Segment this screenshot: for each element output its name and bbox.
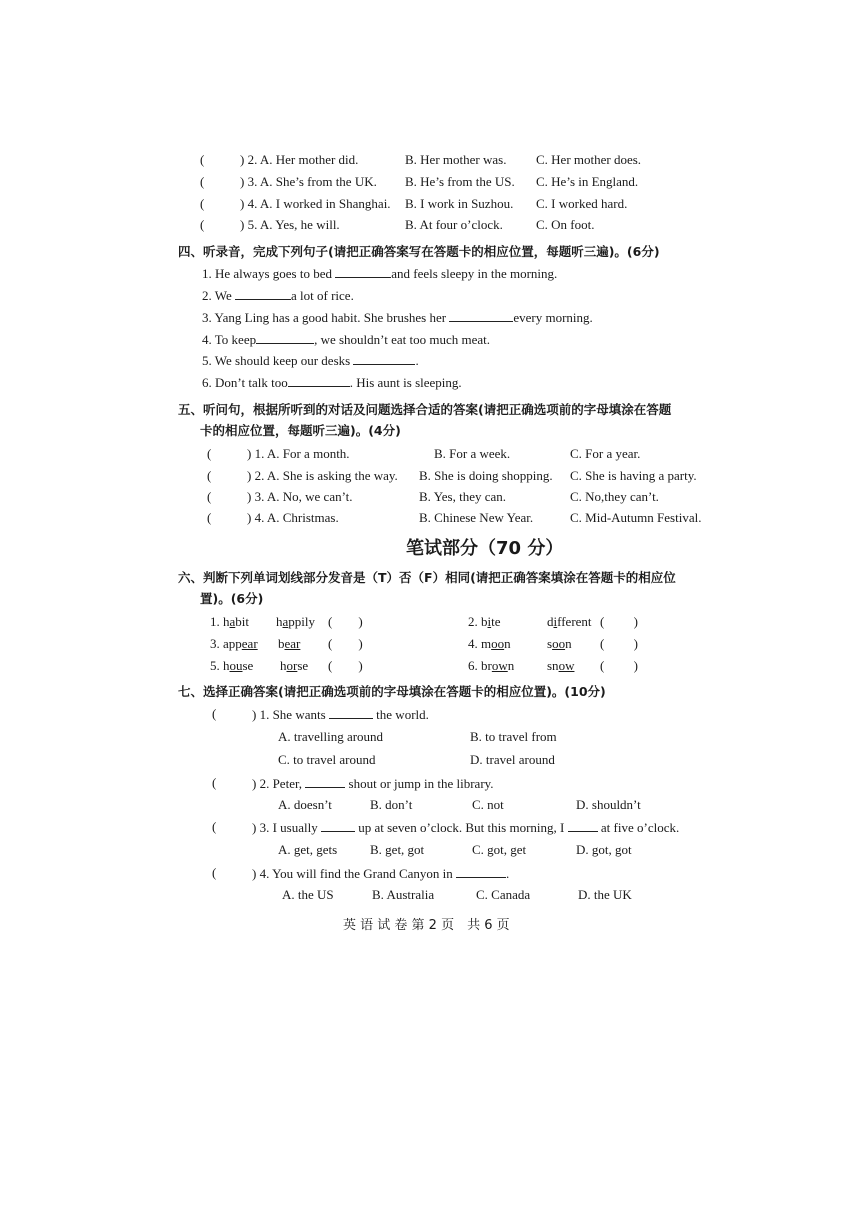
option-a: ) 1. A. For a month. xyxy=(247,446,350,461)
option-a: A. the US xyxy=(282,887,334,902)
option-c: C. For a year. xyxy=(570,446,641,461)
option-c: C. not xyxy=(472,797,504,812)
answer-paren: ( xyxy=(212,865,217,880)
option-c: C. to travel around xyxy=(278,752,376,767)
option-c: C. She is having a party. xyxy=(570,468,697,483)
answer-blank[interactable] xyxy=(449,309,513,322)
option-b: B. For a week. xyxy=(434,446,511,461)
option-d: D. shouldn’t xyxy=(576,797,641,812)
answer-blank[interactable] xyxy=(335,265,391,278)
option-b: B. Chinese New Year. xyxy=(419,510,534,525)
option-c: C. I worked hard. xyxy=(536,196,628,211)
option-c: C. Mid-Autumn Festival. xyxy=(570,510,702,525)
option-b: B. get, got xyxy=(370,842,425,857)
answer-paren: ( ) xyxy=(600,614,638,629)
word-pair-left: 5. house xyxy=(210,658,254,673)
option-a: ) 2. A. She is asking the way. xyxy=(247,468,398,483)
answer-paren: ( xyxy=(212,819,217,834)
option-b: B. to travel from xyxy=(470,729,557,744)
option-a: ) 4. A. I worked in Shanghai. xyxy=(240,196,391,211)
list-item: 6. Don’t talk too . His aunt is sleeping. xyxy=(202,375,462,390)
option-c: C. got, get xyxy=(472,842,527,857)
list-item: 3. Yang Ling has a good habit. She brushes her every morning. xyxy=(202,310,593,325)
answer-paren: ( ) xyxy=(328,658,363,673)
page-footer: 英 语 试 卷 第 2 页 共 6 页 xyxy=(343,918,510,933)
option-c: C. He’s in England. xyxy=(536,174,639,189)
option-a: ) 3. A. She’s from the UK. xyxy=(240,174,377,189)
exam-page: ( ) 2. A. Her mother did. B. Her mother was. C. Her mother does. ( ) 3. A. She’s from the UK. B. He’s from the US. C. He’s in England. ( ) 4. A. I worked in Shanghai. B. I work in Suzhou. C. I worked hard. ( ) 5. A. Yes, he will. B. At four o’clock. C. On foot. 四、听录音，完成下列句子(请把正确答案写在答题卡的相应位置，每题听三遍)。(6分) 1. He always goes to bed and feels sleepy in the morning. 2. We a lot of rice. 3. Yang Ling has a good habit. She brushes her every morning. 4. To keep , we shouldn’t eat too much meat. 5. We should keep our desks . 6. Don’t talk too . His aunt is sleeping. 五、听问句，根据所听到的对话及问题选择合适的答案(请把正确选项前的字母填涂在答题 卡的相应位置，每题听三遍)。(4分) ( ) 1. A. For a month. B. For a week. C. For a year. ( ) 2. A. She is asking the way. B. She is doing shopping. C. She is having a party. ( ) 3. A. No, we can’t. B. Yes, they can. C. No,they can’t. ( ) 4. A. Christmas. B. Chinese New Year. C. Mid-Autumn Festival. 笔试部分（70 分） 六、判断下列单词划线部分发音是（T）否（F）相同(请把正确答案填涂在答题卡的相应位 置)。(6分) 1. habit happily ( ) 2. bite different ( ) 3. appear bear ( ) 4. moon soon ( ) 5. house horse ( ) 6. brown snow ( ) 七、选择正确答案(请把正确选项前的字母填涂在答题卡的相应位置)。(10分) ( ) 1. She wants the world. A. travelling around B. to travel from C. to travel around D. travel around ( ) 2. Peter, shout or jump in the library. A. doesn’t B. don’t C. not D. shouldn’t ( ) 3. I usually up at seven o’clock. But this morning, I at five o’clock. A. get, gets B. get, got C. got, get D. got, got ( ) 4. You will find the Grand Canyon in . A. the US B. Australia C. Canada D. the UK 英 语 试 卷 第 2 页 共 6 页 xyxy=(178,152,702,933)
word-compare: bear xyxy=(278,636,301,651)
word-compare: snow xyxy=(547,658,575,673)
answer-paren: ( ) xyxy=(328,636,363,651)
answer-paren: ( ) xyxy=(600,658,638,673)
answer-blank[interactable] xyxy=(256,331,314,344)
written-part-title: 笔试部分（70 分） xyxy=(406,538,564,559)
answer-paren: ( xyxy=(200,196,205,211)
word-pair-left: 1. habit xyxy=(210,614,250,629)
answer-paren: ( xyxy=(207,489,212,504)
answer-paren: ( xyxy=(200,152,205,167)
section-4-heading: 四、听录音，完成下列句子(请把正确答案写在答题卡的相应位置，每题听三遍)。(6分) xyxy=(178,244,660,259)
option-d: D. got, got xyxy=(576,842,632,857)
answer-blank[interactable] xyxy=(321,819,355,832)
word-pair-right: 6. brown xyxy=(468,658,515,673)
answer-paren: ( xyxy=(207,468,212,483)
option-b: B. Her mother was. xyxy=(405,152,507,167)
word-pair-right: 2. bite xyxy=(468,614,501,629)
option-c: C. No,they can’t. xyxy=(570,489,659,504)
word-compare: happily xyxy=(276,614,316,629)
section-5-heading-line1: 五、听问句，根据所听到的对话及问题选择合适的答案(请把正确选项前的字母填涂在答题 xyxy=(178,402,672,417)
section-5-heading-line2: 卡的相应位置，每题听三遍)。(4分) xyxy=(200,423,401,438)
list-item: 1. He always goes to bed and feels sleepy in the morning. xyxy=(202,266,558,281)
option-b: B. Yes, they can. xyxy=(419,489,507,504)
option-a: ) 5. A. Yes, he will. xyxy=(240,217,340,232)
option-b: B. Australia xyxy=(372,887,435,902)
option-b: B. don’t xyxy=(370,797,413,812)
option-a: ) 4. A. Christmas. xyxy=(247,510,339,525)
answer-paren: ( xyxy=(200,217,205,232)
answer-paren: ( xyxy=(212,775,217,790)
answer-paren: ( xyxy=(207,446,212,461)
option-a: A. doesn’t xyxy=(278,797,332,812)
option-a: A. get, gets xyxy=(278,842,338,857)
answer-blank[interactable] xyxy=(568,819,598,832)
word-pair-left: 3. appear xyxy=(210,636,258,651)
option-a: ) 2. A. Her mother did. xyxy=(240,152,359,167)
option-a: A. travelling around xyxy=(278,729,384,744)
option-d: D. the UK xyxy=(578,887,632,902)
word-compare: soon xyxy=(547,636,572,651)
answer-paren: ( ) xyxy=(328,614,363,629)
option-b: B. He’s from the US. xyxy=(405,174,515,189)
list-item: 2. We a lot of rice. xyxy=(202,288,354,303)
section-6-heading-line2: 置)。(6分) xyxy=(200,591,264,606)
section-7-heading: 七、选择正确答案(请把正确选项前的字母填涂在答题卡的相应位置)。(10分) xyxy=(178,684,606,699)
word-compare: horse xyxy=(280,658,309,673)
answer-blank[interactable] xyxy=(235,287,291,300)
option-b: B. At four o’clock. xyxy=(405,217,503,232)
answer-blank[interactable] xyxy=(353,352,415,365)
list-item: 4. To keep , we shouldn’t eat too much meat. xyxy=(202,332,491,347)
answer-paren: ( xyxy=(212,706,217,721)
answer-blank[interactable] xyxy=(288,374,350,387)
option-b: B. She is doing shopping. xyxy=(419,468,553,483)
word-pair-right: 4. moon xyxy=(468,636,511,651)
option-c: C. Canada xyxy=(476,887,531,902)
option-b: B. I work in Suzhou. xyxy=(405,196,514,211)
section-6-heading-line1: 六、判断下列单词划线部分发音是（T）否（F）相同(请把正确答案填涂在答题卡的相应位 xyxy=(178,570,676,585)
option-a: ) 3. A. No, we can’t. xyxy=(247,489,353,504)
answer-blank[interactable] xyxy=(456,865,506,878)
answer-paren: ( xyxy=(207,510,212,525)
answer-blank[interactable] xyxy=(329,706,373,719)
answer-paren: ( ) xyxy=(600,636,638,651)
option-d: D. travel around xyxy=(470,752,555,767)
word-compare: different xyxy=(547,614,592,629)
option-c: C. On foot. xyxy=(536,217,595,232)
answer-paren: ( xyxy=(200,174,205,189)
answer-blank[interactable] xyxy=(305,775,345,788)
list-item: 5. We should keep our desks . xyxy=(202,353,419,368)
option-c: C. Her mother does. xyxy=(536,152,642,167)
